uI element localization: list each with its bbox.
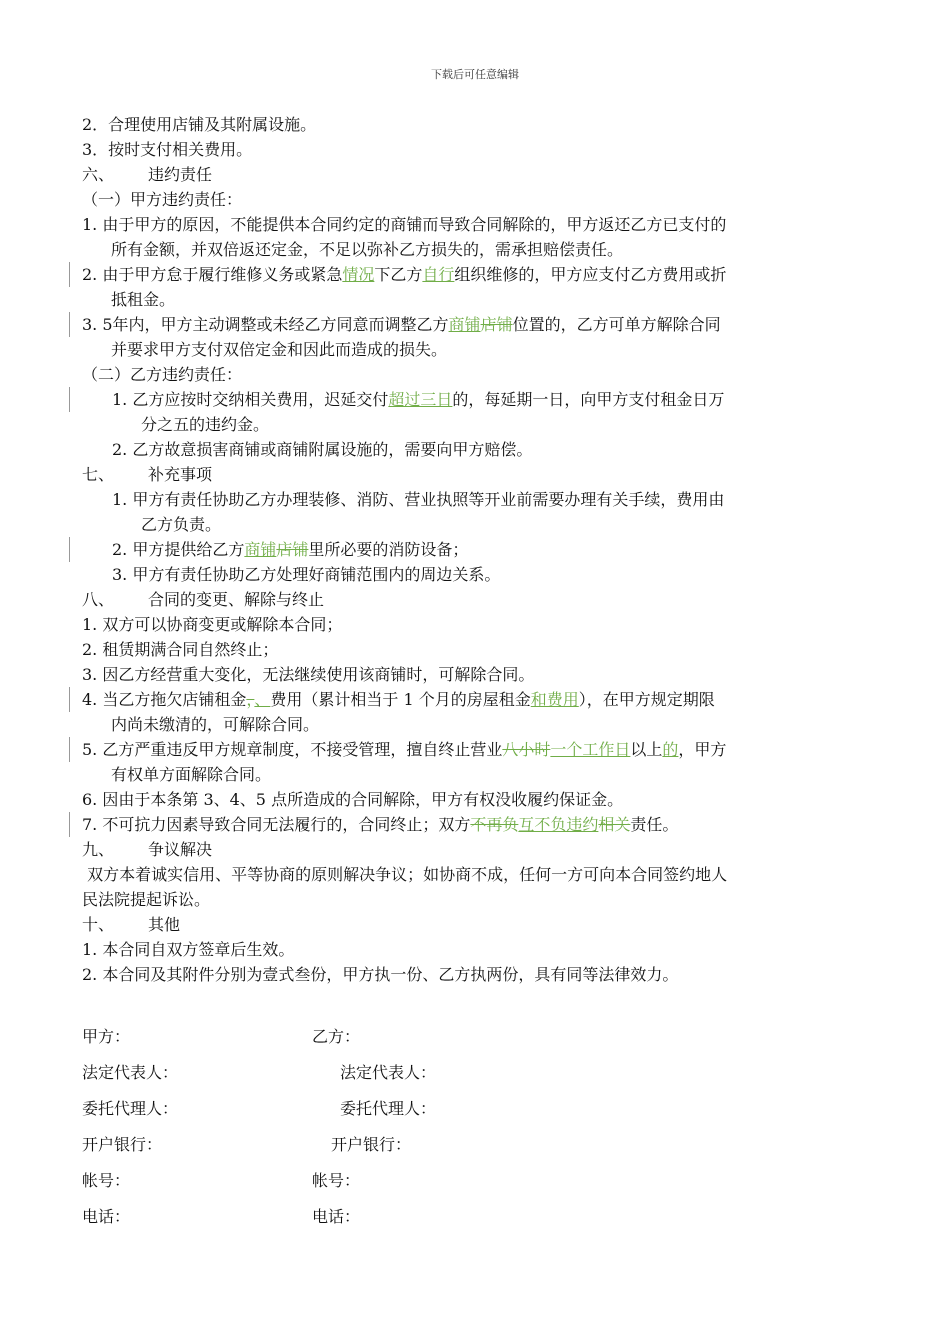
bank-b-label: 开户银行：: [331, 1135, 412, 1154]
clause-line: 3．按时支付相关费用。: [82, 140, 253, 159]
inserted-text: 商铺: [244, 540, 277, 559]
section-heading-10: [82, 912, 872, 937]
signature-row-bank: [82, 1127, 872, 1163]
section-heading-7: [82, 462, 872, 487]
section-title: 其他: [148, 915, 181, 934]
section-title: 争议解决: [148, 840, 213, 859]
section-number: 十、: [82, 915, 115, 934]
clause-line-revised: 1. 乙方应按时交纳相关费用，迟延交付超过三日的，每延期一日，向甲方支付租金日万: [82, 387, 872, 412]
clause-line: 2. 乙方故意损害商铺或商铺附属设施的，需要向甲方赔偿。: [112, 440, 533, 459]
contract-body: [82, 112, 872, 1235]
revision-bar: [69, 312, 70, 337]
inserted-text: 、: [254, 690, 271, 709]
signature-row-party: [82, 1019, 872, 1055]
paragraph-line: 双方本着诚实信用、平等协商的原则解决争议；如协商不成，任何一方可向本合同签约地人: [82, 865, 728, 884]
clause-line-revised: 7. 不可抗力因素导致合同无法履行的，合同终止；双方不再负互不负违约相关责任。: [82, 812, 872, 837]
rep-a-label: 法定代表人：: [82, 1063, 179, 1082]
clause-line-revised: 2. 甲方提供给乙方商铺店铺里所必要的消防设备；: [82, 537, 872, 562]
party-b-label: 乙方：: [312, 1027, 361, 1046]
clause-line-revised: 3. 5年内，甲方主动调整或未经乙方同意而调整乙方商铺店铺位置的，乙方可单方解除合同: [82, 312, 872, 337]
clause-continuation: 内尚未缴清的，可解除合同。: [111, 715, 320, 734]
clause-continuation: 抵租金。: [111, 290, 176, 309]
revision-bar: [69, 737, 70, 762]
deleted-text: 店铺: [480, 315, 513, 334]
clause-continuation: 有权单方面解除合同。: [111, 765, 272, 784]
clause-line: 2. 本合同及其附件分别为壹式叁份，甲方执一份、乙方执两份，具有同等法律效力。: [82, 965, 679, 984]
revision-bar: [69, 812, 70, 837]
inserted-text: 互不负违约: [518, 815, 599, 834]
account-a-label: 帐号：: [82, 1171, 131, 1190]
inserted-text: 情况: [342, 265, 375, 284]
inserted-text: 一个工作日: [550, 740, 631, 759]
clause-continuation: 乙方负责。: [141, 515, 222, 534]
account-b-label: 帐号：: [312, 1171, 361, 1190]
agent-b-label: 委托代理人：: [340, 1099, 437, 1118]
clause-line: 3. 因乙方经营重大变化，无法继续使用该商铺时，可解除合同。: [82, 665, 535, 684]
bank-a-label: 开户银行：: [82, 1135, 163, 1154]
clause-line: 2. 租赁期满合同自然终止；: [82, 640, 279, 659]
section-title: 补充事项: [148, 465, 213, 484]
revision-bar: [69, 262, 70, 287]
inserted-text: 自行: [422, 265, 455, 284]
section-number: 八、: [82, 590, 115, 609]
clause-line: 2．合理使用店铺及其附属设施。: [82, 115, 317, 134]
party-a-label: 甲方：: [82, 1027, 131, 1046]
paragraph-line: 民法院提起诉讼。: [82, 890, 211, 909]
deleted-text: 相关: [598, 815, 631, 834]
section-number: 九、: [82, 840, 115, 859]
clause-line-revised: 4. 当乙方拖欠店铺租金，、费用（累计相当于 1 个月的房屋租金和费用），在甲方规定期限: [82, 687, 872, 712]
section-title: 违约责任: [148, 165, 213, 184]
clause-line: 1. 由于甲方的原因，不能提供本合同约定的商铺而导致合同解除的，甲方返还乙方已支付的: [82, 215, 727, 234]
inserted-text: 的: [662, 740, 679, 759]
revision-bar: [69, 687, 70, 712]
inserted-text: 超过三日: [388, 390, 453, 409]
signature-block: [82, 1019, 872, 1235]
signature-row-phone: [82, 1199, 872, 1235]
revision-bar: [69, 387, 70, 412]
inserted-text: 商铺: [448, 315, 481, 334]
deleted-text: 不再负: [470, 815, 519, 834]
clause-line-revised: 2. 由于甲方怠于履行维修义务或紧急情况下乙方自行组织维修的，甲方应支付乙方费用或折: [82, 262, 872, 287]
phone-b-label: 电话：: [312, 1207, 361, 1226]
subsection-heading: （一）甲方违约责任：: [82, 190, 243, 209]
signature-row-representative: [82, 1055, 872, 1091]
deleted-text: 店铺: [276, 540, 309, 559]
section-heading-6: [82, 162, 872, 187]
clause-continuation: 所有金额，并双倍返还定金，不足以弥补乙方损失的，需承担赔偿责任。: [111, 240, 624, 259]
phone-a-label: 电话：: [82, 1207, 131, 1226]
section-title: 合同的变更、解除与终止: [148, 590, 325, 609]
signature-row-account: [82, 1163, 872, 1199]
clause-line: 6. 因由于本条第 3、4、5 点所造成的合同解除，甲方有权没收履约保证金。: [82, 790, 624, 809]
agent-a-label: 委托代理人：: [82, 1099, 179, 1118]
clause-continuation: 分之五的违约金。: [141, 415, 270, 434]
clause-line: 3. 甲方有责任协助乙方处理好商铺范围内的周边关系。: [112, 565, 501, 584]
deleted-text: 八小时: [502, 740, 551, 759]
revision-bar: [69, 537, 70, 562]
clause-line: 1. 甲方有责任协助乙方办理装修、消防、营业执照等开业前需要办理有关手续，费用由: [112, 490, 725, 509]
signature-row-agent: [82, 1091, 872, 1127]
section-heading-9: [82, 837, 872, 862]
clause-continuation: 并要求甲方支付双倍定金和因此而造成的损失。: [111, 340, 448, 359]
clause-line-revised: 5. 乙方严重违反甲方规章制度，不接受管理，擅自终止营业八小时一个工作日以上的，甲方: [82, 737, 872, 762]
page-header: 下载后可任意编辑: [431, 68, 519, 81]
section-number: 六、: [82, 165, 115, 184]
section-number: 七、: [82, 465, 115, 484]
clause-line: 1. 本合同自双方签章后生效。: [82, 940, 295, 959]
clause-line: 1. 双方可以协商变更或解除本合同；: [82, 615, 343, 634]
section-heading-8: [82, 587, 872, 612]
inserted-text: 和费用: [530, 690, 579, 709]
subsection-heading: （二）乙方违约责任：: [82, 365, 243, 384]
rep-b-label: 法定代表人：: [340, 1063, 437, 1082]
deleted-text: ，: [246, 690, 255, 709]
